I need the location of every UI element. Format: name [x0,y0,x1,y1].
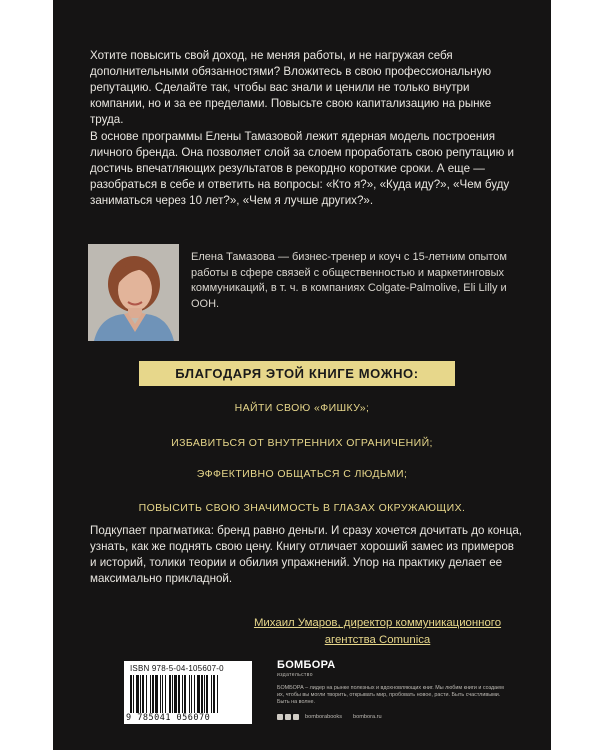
instagram-icon [293,714,299,720]
book-back-cover [53,0,551,750]
publisher-logo: БОМБОРА [277,659,336,671]
reviewer-line-1: Михаил Умаров, директор коммуникационного [253,617,502,629]
publisher-site: bombora.ru [353,714,382,720]
barcode-digits: 9 785041 056070 [126,713,211,723]
publisher-subtitle: издательство [277,672,313,678]
intro-paragraph-1: Хотите повысить свой доход, не меняя работы, и не нагружая себя дополнительными обязанностями? Вложитесь в свою профессиональную репутацию. Сделайте так, чтобы вас знали и ценили не только внутри компании, но и за ее пределами. Повысьте свою капитализацию на рынке труда. [90,49,492,126]
isbn-text: ISBN 978-5-04-105607-0 [130,664,224,673]
publisher-handle: bomborabooks [305,714,343,720]
social-icons [277,714,299,720]
benefit-item: ИЗБАВИТЬСЯ ОТ ВНУТРЕННИХ ОГРАНИЧЕНИЙ; [171,437,433,449]
barcode [124,661,252,724]
facebook-icon [277,714,283,720]
vk-icon [285,714,291,720]
author-photo [88,244,179,341]
benefit-item: НАЙТИ СВОЮ «ФИШКУ»; [234,402,370,414]
author-bio: Елена Тамазова — бизнес-тренер и коуч с 15-летним опытом работы в сфере связей с общественностью и маркетинговых коммуникаций, в т. ч. в компаниях Colgate-Palmolive, Eli Lilly и ООН. [191,251,507,310]
barcode-bars [130,675,246,713]
publisher-description: БОМБОРА – лидер на рынке полезных и вдохновляющих книг. Мы любим книги и создаем их, чтобы вы могли творить, открывать мир, пробовать новое, расти. Быть счастливыми. Быть на волне. [277,685,504,705]
benefit-item: ПОВЫСИТЬ СВОЮ ЗНАЧИМОСТЬ В ГЛАЗАХ ОКРУЖАЮЩИХ. [138,502,466,514]
reviewer-attribution [233,615,522,649]
reviewer-line-2: агентства Comunica [324,634,431,646]
review-quote: Подкупает прагматика: бренд равно деньги. И сразу хочется дочитать до конца, узнать, как же поднять свою цену. Книгу отличает хороший замес из примеров и историй, толики теории и обилия упражнений. Упор на практику делает ее максимально прикладной. [90,524,523,585]
intro-paragraph-2: В основе программы Елены Тамазовой лежит ядерная модель построения личного бренда. Она позволяет слой за слоем проработать свою репутацию и достичь впечатляющих результатов в рекордно короткие сроки. А еще — разобраться в себе и ответить на вопросы: «Кто я?», «Куда иду?», «Чем буду заниматься через 10 лет?», «Чем я лучше других?». [90,130,514,207]
benefits-heading: БЛАГОДАРЯ ЭТОЙ КНИГЕ МОЖНО: [139,361,455,386]
benefit-item: ЭФФЕКТИВНО ОБЩАТЬСЯ С ЛЮДЬМИ; [196,468,408,480]
